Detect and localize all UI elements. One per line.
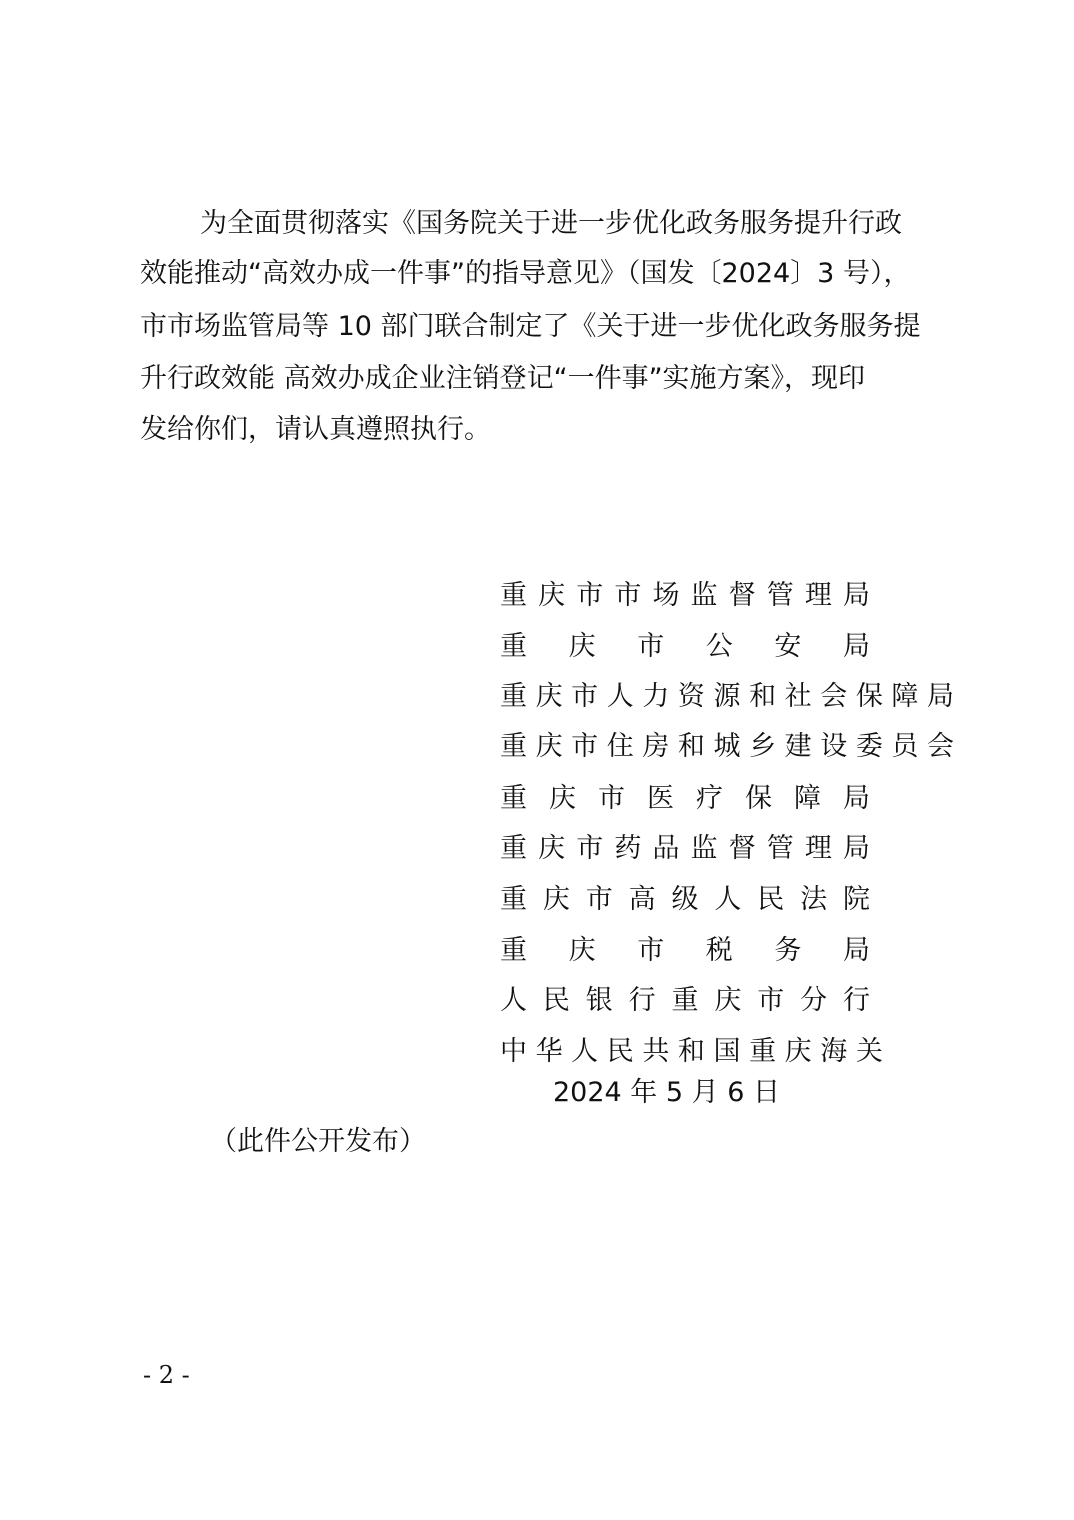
body-line-1: 为全面贯彻落实《国务院关于进一步优化政务服务提升行政 <box>200 208 902 239</box>
body-line-5: 发给你们，请认真遵照执行。 <box>140 414 491 445</box>
signatory-agency: 重 庆 市 人 力 资 源 和 社 会 保 障 局 <box>500 681 954 712</box>
issue-date: 2024 年 5 月 6 日 <box>553 1077 780 1108</box>
body-line-3: 市市场监管局等 10 部门联合制定了《关于进一步优化政务服务提 <box>140 311 921 342</box>
signatory-agency: 重 庆 市 医 疗 保 障 局 <box>500 783 870 814</box>
page-number: - 2 - <box>143 1361 190 1389</box>
signatory-agency: 重 庆 市 药 品 监 督 管 理 局 <box>500 833 870 864</box>
signatory-agency: 人 民 银 行 重 庆 市 分 行 <box>500 985 870 1016</box>
signatory-agency: 中 华 人 民 共 和 国 重 庆 海 关 <box>500 1036 883 1067</box>
signatory-agency: 重 庆 市 公 安 局 <box>500 631 870 662</box>
signatory-agency: 重 庆 市 高 级 人 民 法 院 <box>500 884 870 915</box>
body-line-4: 升行政效能 高效办成企业注销登记“一件事”实施方案》，现印 <box>140 363 866 394</box>
body-line-2: 效能推动“高效办成一件事”的指导意见》（国发〔2024〕3 号）， <box>140 258 911 289</box>
public-release-note: （此件公开发布） <box>210 1126 426 1157</box>
signatory-agency: 重 庆 市 住 房 和 城 乡 建 设 委 员 会 <box>500 731 954 762</box>
signatory-agency: 重 庆 市 税 务 局 <box>500 935 870 966</box>
signatory-agency: 重 庆 市 市 场 监 督 管 理 局 <box>500 580 870 611</box>
